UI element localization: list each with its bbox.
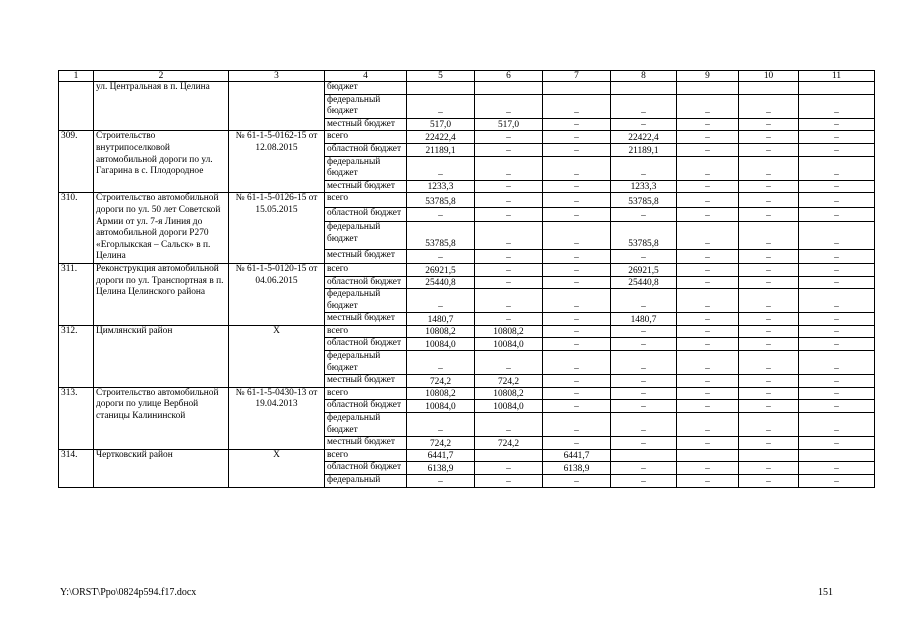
amount-cell: – bbox=[475, 276, 543, 289]
item-number: 312. bbox=[59, 325, 94, 387]
document-number: № 61-1-5-0126-15 от 15.05.2015 bbox=[229, 193, 325, 264]
amount-cell: – bbox=[739, 437, 799, 450]
table-row bbox=[59, 193, 875, 207]
amount-cell: – bbox=[799, 375, 875, 388]
amount-cell bbox=[543, 82, 611, 95]
amount-cell: 10084,0 bbox=[407, 338, 475, 351]
budget-type: федеральный bbox=[325, 475, 407, 488]
amount-cell: – bbox=[799, 338, 875, 351]
amount-cell: – bbox=[475, 156, 543, 180]
budget-type: местный бюджет bbox=[325, 249, 407, 263]
amount-cell: – bbox=[739, 289, 799, 313]
amount-cell: – bbox=[611, 475, 677, 488]
amount-cell: – bbox=[611, 156, 677, 180]
column-number: 1 bbox=[59, 71, 94, 82]
amount-cell bbox=[739, 82, 799, 95]
amount-cell: – bbox=[739, 325, 799, 338]
amount-cell: – bbox=[799, 143, 875, 156]
amount-cell bbox=[407, 82, 475, 95]
amount-cell: – bbox=[543, 131, 611, 144]
amount-cell: – bbox=[799, 193, 875, 207]
amount-cell: – bbox=[739, 222, 799, 250]
amount-cell: – bbox=[799, 222, 875, 250]
amount-cell: – bbox=[739, 249, 799, 263]
column-number: 8 bbox=[611, 71, 677, 82]
document-number bbox=[229, 82, 325, 131]
amount-cell: – bbox=[677, 313, 739, 326]
amount-cell: – bbox=[739, 413, 799, 437]
amount-cell: – bbox=[611, 325, 677, 338]
amount-cell: 724,2 bbox=[407, 437, 475, 450]
table-row bbox=[59, 131, 875, 144]
amount-cell: – bbox=[611, 249, 677, 263]
amount-cell: 6441,7 bbox=[543, 449, 611, 462]
amount-cell: – bbox=[475, 143, 543, 156]
amount-cell: – bbox=[739, 156, 799, 180]
amount-cell: – bbox=[407, 249, 475, 263]
amount-cell: – bbox=[677, 400, 739, 413]
amount-cell: – bbox=[799, 462, 875, 475]
item-name: Строительство автомобильной дороги по улице Вербной станицы Калининской bbox=[94, 387, 229, 449]
budget-type: областной бюджет bbox=[325, 338, 407, 351]
amount-cell: – bbox=[543, 94, 611, 118]
amount-cell: 517,0 bbox=[407, 118, 475, 131]
document-number: Х bbox=[229, 449, 325, 487]
amount-cell: – bbox=[739, 462, 799, 475]
amount-cell: – bbox=[611, 387, 677, 400]
budget-type: местный бюджет bbox=[325, 118, 407, 131]
amount-cell: – bbox=[611, 94, 677, 118]
amount-cell: – bbox=[677, 222, 739, 250]
amount-cell: 724,2 bbox=[475, 375, 543, 388]
amount-cell: – bbox=[677, 180, 739, 193]
budget-type: федеральный бюджет bbox=[325, 413, 407, 437]
amount-cell: 26921,5 bbox=[407, 263, 475, 276]
amount-cell: – bbox=[739, 351, 799, 375]
budget-type: всего bbox=[325, 131, 407, 144]
amount-cell: – bbox=[611, 351, 677, 375]
amount-cell: – bbox=[543, 437, 611, 450]
amount-cell: – bbox=[677, 325, 739, 338]
amount-cell: – bbox=[677, 118, 739, 131]
column-number: 5 bbox=[407, 71, 475, 82]
amount-cell: – bbox=[739, 475, 799, 488]
file-path: Y:\ORST\Ppo\0824p594.f17.docx bbox=[60, 587, 197, 598]
budget-type: всего bbox=[325, 263, 407, 276]
amount-cell: 10084,0 bbox=[475, 338, 543, 351]
amount-cell: – bbox=[407, 413, 475, 437]
amount-cell: – bbox=[407, 156, 475, 180]
budget-type: всего bbox=[325, 449, 407, 462]
amount-cell: – bbox=[611, 400, 677, 413]
amount-cell: – bbox=[611, 375, 677, 388]
amount-cell: – bbox=[739, 131, 799, 144]
budget-type: областной бюджет bbox=[325, 207, 407, 221]
amount-cell: – bbox=[677, 143, 739, 156]
amount-cell: – bbox=[799, 207, 875, 221]
amount-cell: – bbox=[799, 118, 875, 131]
amount-cell: – bbox=[799, 325, 875, 338]
amount-cell: – bbox=[677, 387, 739, 400]
amount-cell: – bbox=[611, 118, 677, 131]
amount-cell: 25440,8 bbox=[407, 276, 475, 289]
budget-table bbox=[58, 70, 875, 488]
item-number: 313. bbox=[59, 387, 94, 449]
amount-cell: 22422,4 bbox=[611, 131, 677, 144]
amount-cell: – bbox=[739, 276, 799, 289]
amount-cell: 10808,2 bbox=[475, 325, 543, 338]
budget-type: федеральный бюджет bbox=[325, 222, 407, 250]
budget-type: федеральный бюджет bbox=[325, 94, 407, 118]
amount-cell: – bbox=[799, 387, 875, 400]
table-row bbox=[59, 82, 875, 95]
amount-cell: – bbox=[799, 263, 875, 276]
amount-cell bbox=[799, 449, 875, 462]
budget-type: бюджет bbox=[325, 82, 407, 95]
amount-cell: – bbox=[475, 351, 543, 375]
amount-cell bbox=[739, 449, 799, 462]
amount-cell: – bbox=[677, 475, 739, 488]
amount-cell bbox=[611, 449, 677, 462]
budget-type: федеральный бюджет bbox=[325, 351, 407, 375]
amount-cell: 53785,8 bbox=[407, 193, 475, 207]
amount-cell: 1480,7 bbox=[407, 313, 475, 326]
amount-cell: – bbox=[407, 289, 475, 313]
column-number: 2 bbox=[94, 71, 229, 82]
amount-cell bbox=[475, 449, 543, 462]
table-row bbox=[59, 387, 875, 400]
amount-cell: 517,0 bbox=[475, 118, 543, 131]
budget-type: всего bbox=[325, 193, 407, 207]
amount-cell: – bbox=[799, 400, 875, 413]
amount-cell: – bbox=[799, 94, 875, 118]
item-name: ул. Центральная в п. Целина bbox=[94, 82, 229, 131]
amount-cell: – bbox=[543, 263, 611, 276]
amount-cell: – bbox=[739, 400, 799, 413]
amount-cell: – bbox=[799, 289, 875, 313]
amount-cell: – bbox=[611, 289, 677, 313]
column-number: 4 bbox=[325, 71, 407, 82]
item-name: Строительство внутрипоселковой автомобильной дороги по ул. Гагарина в с. Плодородное bbox=[94, 131, 229, 193]
amount-cell: 53785,8 bbox=[407, 222, 475, 250]
amount-cell: – bbox=[543, 325, 611, 338]
amount-cell: – bbox=[543, 289, 611, 313]
amount-cell: – bbox=[677, 263, 739, 276]
amount-cell bbox=[677, 82, 739, 95]
column-number: 10 bbox=[739, 71, 799, 82]
amount-cell: – bbox=[677, 131, 739, 144]
amount-cell: – bbox=[799, 437, 875, 450]
amount-cell: 1233,3 bbox=[407, 180, 475, 193]
amount-cell: – bbox=[677, 375, 739, 388]
page-number: 151 bbox=[818, 587, 833, 598]
amount-cell: – bbox=[677, 437, 739, 450]
item-number: 311. bbox=[59, 263, 94, 325]
amount-cell: – bbox=[543, 118, 611, 131]
amount-cell: – bbox=[475, 462, 543, 475]
amount-cell: – bbox=[475, 313, 543, 326]
amount-cell bbox=[677, 449, 739, 462]
budget-type: федеральный бюджет bbox=[325, 156, 407, 180]
amount-cell: – bbox=[475, 263, 543, 276]
amount-cell bbox=[799, 82, 875, 95]
budget-type: всего bbox=[325, 325, 407, 338]
amount-cell: – bbox=[677, 462, 739, 475]
document-number: Х bbox=[229, 325, 325, 387]
table-row bbox=[59, 263, 875, 276]
amount-cell: – bbox=[407, 207, 475, 221]
item-number bbox=[59, 82, 94, 131]
amount-cell: – bbox=[799, 131, 875, 144]
budget-type: областной бюджет bbox=[325, 276, 407, 289]
amount-cell: – bbox=[799, 351, 875, 375]
amount-cell: – bbox=[543, 222, 611, 250]
amount-cell: – bbox=[799, 313, 875, 326]
amount-cell: – bbox=[475, 193, 543, 207]
amount-cell: – bbox=[799, 276, 875, 289]
amount-cell: – bbox=[799, 475, 875, 488]
amount-cell: – bbox=[677, 156, 739, 180]
amount-cell: – bbox=[677, 193, 739, 207]
item-number: 309. bbox=[59, 131, 94, 193]
amount-cell: – bbox=[543, 400, 611, 413]
amount-cell: – bbox=[739, 263, 799, 276]
amount-cell: – bbox=[677, 351, 739, 375]
amount-cell: – bbox=[739, 375, 799, 388]
amount-cell: – bbox=[799, 249, 875, 263]
budget-type: областной бюджет bbox=[325, 462, 407, 475]
column-numbers-row bbox=[59, 71, 875, 82]
item-number: 310. bbox=[59, 193, 94, 264]
item-name: Чертковский район bbox=[94, 449, 229, 487]
amount-cell: 10808,2 bbox=[407, 387, 475, 400]
document-number: № 61-1-5-0162-15 от 12.08.2015 bbox=[229, 131, 325, 193]
amount-cell: 21189,1 bbox=[611, 143, 677, 156]
budget-type: областной бюджет bbox=[325, 143, 407, 156]
amount-cell: – bbox=[677, 338, 739, 351]
item-name: Реконструкция автомобильной дороги по ул. Транспортная в п. Целина Целинского района bbox=[94, 263, 229, 325]
amount-cell: – bbox=[677, 249, 739, 263]
column-number: 7 bbox=[543, 71, 611, 82]
budget-type: местный бюджет bbox=[325, 180, 407, 193]
amount-cell: – bbox=[543, 475, 611, 488]
amount-cell: – bbox=[739, 143, 799, 156]
amount-cell: – bbox=[799, 180, 875, 193]
column-number: 11 bbox=[799, 71, 875, 82]
amount-cell: – bbox=[739, 193, 799, 207]
amount-cell: – bbox=[543, 375, 611, 388]
column-number: 3 bbox=[229, 71, 325, 82]
amount-cell: – bbox=[611, 462, 677, 475]
amount-cell: – bbox=[677, 207, 739, 221]
amount-cell: – bbox=[739, 180, 799, 193]
amount-cell: – bbox=[475, 249, 543, 263]
amount-cell bbox=[475, 82, 543, 95]
amount-cell: – bbox=[543, 413, 611, 437]
amount-cell: – bbox=[543, 338, 611, 351]
amount-cell: – bbox=[475, 180, 543, 193]
amount-cell: – bbox=[611, 437, 677, 450]
amount-cell: 10808,2 bbox=[407, 325, 475, 338]
amount-cell: – bbox=[475, 207, 543, 221]
amount-cell: – bbox=[677, 276, 739, 289]
amount-cell: 724,2 bbox=[475, 437, 543, 450]
column-number: 6 bbox=[475, 71, 543, 82]
budget-type: областной бюджет bbox=[325, 400, 407, 413]
budget-type: местный бюджет bbox=[325, 437, 407, 450]
amount-cell: – bbox=[543, 249, 611, 263]
amount-cell: 724,2 bbox=[407, 375, 475, 388]
amount-cell: – bbox=[739, 207, 799, 221]
amount-cell: – bbox=[799, 413, 875, 437]
amount-cell: – bbox=[475, 222, 543, 250]
amount-cell: – bbox=[677, 413, 739, 437]
amount-cell: 22422,4 bbox=[407, 131, 475, 144]
amount-cell: – bbox=[543, 313, 611, 326]
amount-cell: – bbox=[611, 338, 677, 351]
amount-cell: – bbox=[739, 118, 799, 131]
amount-cell: – bbox=[475, 475, 543, 488]
amount-cell: 6441,7 bbox=[407, 449, 475, 462]
amount-cell: – bbox=[407, 475, 475, 488]
amount-cell: – bbox=[407, 94, 475, 118]
amount-cell: 1233,3 bbox=[611, 180, 677, 193]
amount-cell: 26921,5 bbox=[611, 263, 677, 276]
table-row bbox=[59, 325, 875, 338]
amount-cell: 53785,8 bbox=[611, 222, 677, 250]
amount-cell: – bbox=[543, 180, 611, 193]
amount-cell: – bbox=[739, 338, 799, 351]
amount-cell: 10808,2 bbox=[475, 387, 543, 400]
amount-cell: 6138,9 bbox=[543, 462, 611, 475]
table-row bbox=[59, 449, 875, 462]
amount-cell: – bbox=[407, 351, 475, 375]
document-number: № 61-1-5-0120-15 от 04.06.2015 bbox=[229, 263, 325, 325]
amount-cell: – bbox=[739, 313, 799, 326]
amount-cell: 53785,8 bbox=[611, 193, 677, 207]
item-number: 314. bbox=[59, 449, 94, 487]
amount-cell: – bbox=[475, 94, 543, 118]
amount-cell: – bbox=[739, 94, 799, 118]
amount-cell: 21189,1 bbox=[407, 143, 475, 156]
amount-cell: – bbox=[543, 156, 611, 180]
amount-cell: – bbox=[611, 207, 677, 221]
amount-cell: – bbox=[475, 289, 543, 313]
budget-type: местный бюджет bbox=[325, 375, 407, 388]
amount-cell: – bbox=[799, 156, 875, 180]
amount-cell: 1480,7 bbox=[611, 313, 677, 326]
amount-cell: – bbox=[543, 276, 611, 289]
amount-cell: 10084,0 bbox=[407, 400, 475, 413]
budget-type: всего bbox=[325, 387, 407, 400]
item-name: Строительство автомобильной дороги по ул. 50 лет Советской Армии от ул. 7-я Линия до автомобильной дороги Р270 «Егорлыкская – Сальск» в п. Целина bbox=[94, 193, 229, 264]
amount-cell: – bbox=[543, 207, 611, 221]
amount-cell: 10084,0 bbox=[475, 400, 543, 413]
amount-cell: – bbox=[475, 131, 543, 144]
column-number: 9 bbox=[677, 71, 739, 82]
amount-cell: 25440,8 bbox=[611, 276, 677, 289]
item-name: Цимлянский район bbox=[94, 325, 229, 387]
amount-cell: – bbox=[677, 94, 739, 118]
amount-cell: – bbox=[543, 193, 611, 207]
amount-cell: – bbox=[475, 413, 543, 437]
amount-cell: 6138,9 bbox=[407, 462, 475, 475]
amount-cell bbox=[611, 82, 677, 95]
budget-type: федеральный бюджет bbox=[325, 289, 407, 313]
amount-cell: – bbox=[611, 413, 677, 437]
document-number: № 61-1-5-0430-13 от 19.04.2013 bbox=[229, 387, 325, 449]
amount-cell: – bbox=[543, 351, 611, 375]
amount-cell: – bbox=[739, 387, 799, 400]
budget-type: местный бюджет bbox=[325, 313, 407, 326]
amount-cell: – bbox=[543, 143, 611, 156]
amount-cell: – bbox=[543, 387, 611, 400]
amount-cell: – bbox=[677, 289, 739, 313]
